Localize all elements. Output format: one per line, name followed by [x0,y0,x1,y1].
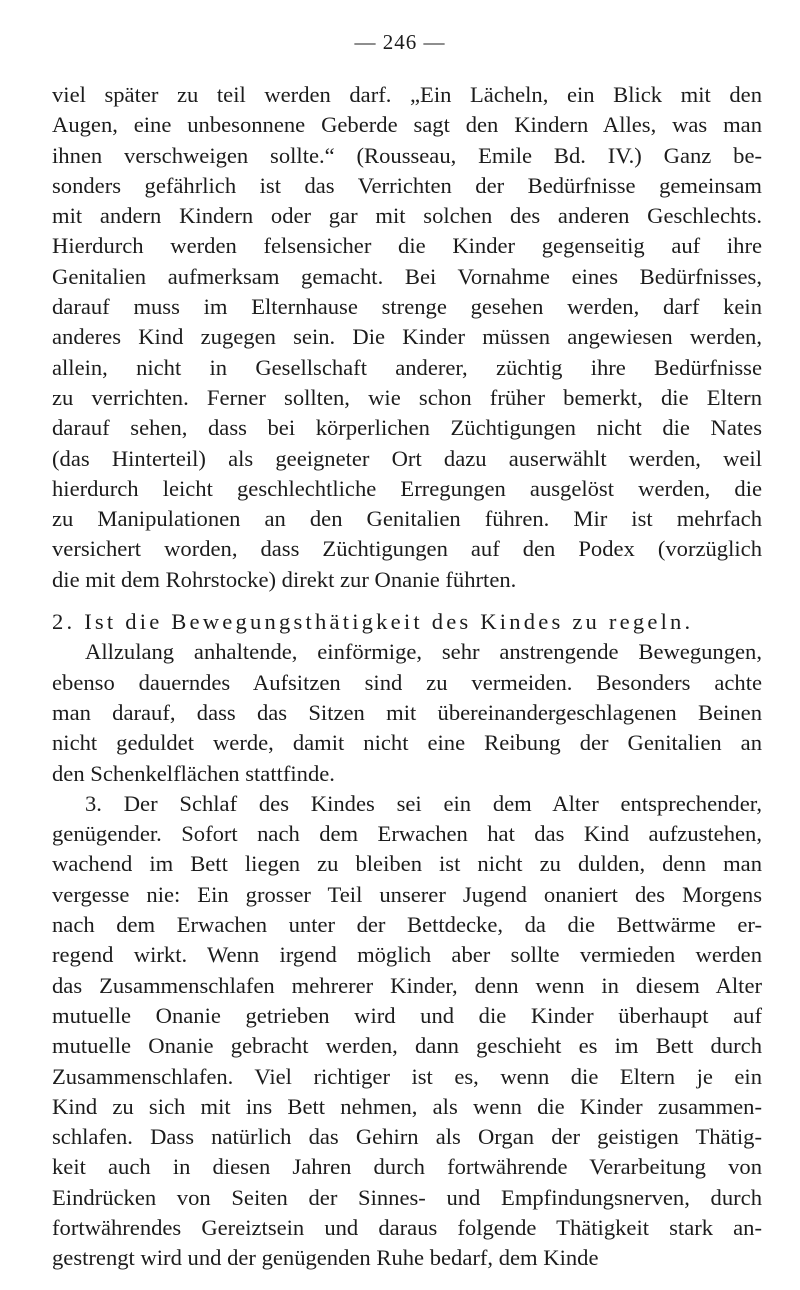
text-line: zu Manipulationen an den Genitalien führen. Mir ist mehrfach [52,506,762,532]
text-line: wachend im Bett liegen zu bleiben ist nicht zu dulden, denn man [52,851,762,877]
text-line: Augen, eine unbesonnene Geberde sagt den Kindern Alles, was man [52,112,762,138]
text-line: Eindrücken von Seiten der Sinnes- und Empfindungsnerven, durch [52,1184,762,1210]
text-line: (das Hinterteil) als geeigneter Ort dazu auserwählt werden, weil [52,445,762,471]
text-line: darauf muss im Elternhause strenge gesehen werden, darf kein [52,294,762,320]
text-line: ihnen verschweigen sollte.“ (Rousseau, Emile Bd. IV.) Ganz be- [52,142,762,168]
paragraph [52,637,762,788]
text-line: schlafen. Dass natürlich das Gehirn als Organ der geistigen Thätig- [52,1124,762,1150]
text-line: Kind zu sich mit ins Bett nehmen, als wenn die Kinder zusammen- [52,1093,762,1119]
text-line: man darauf, dass das Sitzen mit übereinandergeschlagenen Beinen [52,699,762,725]
text-line: Hierdurch werden felsensicher die Kinder gegenseitig auf ihre [52,233,762,259]
text-line: regend wirkt. Wenn irgend möglich aber sollte vermieden werden [52,942,762,968]
text-line: allein, nicht in Gesellschaft anderer, züchtig ihre Bedürfnisse [52,354,762,380]
text-line: mit andern Kindern oder gar mit solchen des anderen Geschlechts. [52,203,762,229]
text-line: sonders gefährlich ist das Verrichten der Bedürfnisse gemeinsam [52,172,762,198]
section-heading: 2. Ist die Bewegungsthätigkeit des Kindes zu regeln. [52,609,694,635]
text-line: ebenso dauerndes Aufsitzen sind zu vermeiden. Besonders achte [52,669,762,695]
text-line: Genitalien aufmerksam gemacht. Bei Vornahme eines Bedürfnisses, [52,263,762,289]
text-line: zu verrichten. Ferner sollten, wie schon früher bemerkt, die Eltern [52,384,762,410]
text-line: gestrengt wird und der genügenden Ruhe bedarf, dem Kinde [52,1245,599,1271]
text-line: hierdurch leicht geschlechtliche Erregungen ausgelöst werden, die [52,475,762,501]
paragraph [52,80,762,595]
text-line: den Schenkelflächen stattfinde. [52,760,335,786]
text-line: keit auch in diesen Jahren durch fortwährende Verarbeitung von [52,1154,762,1180]
text-line: Allzulang anhaltende, einförmige, sehr anstrengende Bewegungen, [85,639,762,665]
text-line: Zusammenschlafen. Viel richtiger ist es, wenn die Eltern je ein [52,1063,762,1089]
text-line: genügender. Sofort nach dem Erwachen hat das Kind aufzustehen, [52,821,762,847]
text-line: fortwährendes Gereiztsein und daraus folgende Thätigkeit stark an- [52,1214,762,1240]
paragraph [52,789,762,1274]
text-line: das Zusammenschlafen mehrerer Kinder, denn wenn in diesem Alter [52,972,762,998]
text-line: nicht geduldet werde, damit nicht eine Reibung der Genitalien an [52,730,762,756]
text-line: mutuelle Onanie gebracht werden, dann geschieht es im Bett durch [52,1033,762,1059]
section-gap [52,595,762,607]
text-line: nach dem Erwachen unter der Bettdecke, da die Bettwärme er- [52,912,762,938]
page-number: — 246 — [354,30,446,54]
text-line: viel später zu teil werden darf. „Ein Lächeln, ein Blick mit den [52,82,762,107]
body-text [52,80,762,1274]
text-line: 3. Der Schlaf des Kindes sei ein dem Alter entsprechender, [85,790,762,816]
text-line: anderes Kind zugegen sein. Die Kinder müssen angewiesen werden, [52,324,762,350]
text-line: mutuelle Onanie getrieben wird und die Kinder überhaupt auf [52,1002,762,1028]
text-line: darauf sehen, dass bei körperlichen Züchtigungen nicht die Nates [52,415,762,441]
text-line: die mit dem Rohrstocke) direkt zur Onanie führten. [52,566,517,592]
text-line: versichert worden, dass Züchtigungen auf den Podex (vorzüglich [52,536,762,562]
text-line: vergesse nie: Ein grosser Teil unserer Jugend onaniert des Morgens [52,881,762,907]
